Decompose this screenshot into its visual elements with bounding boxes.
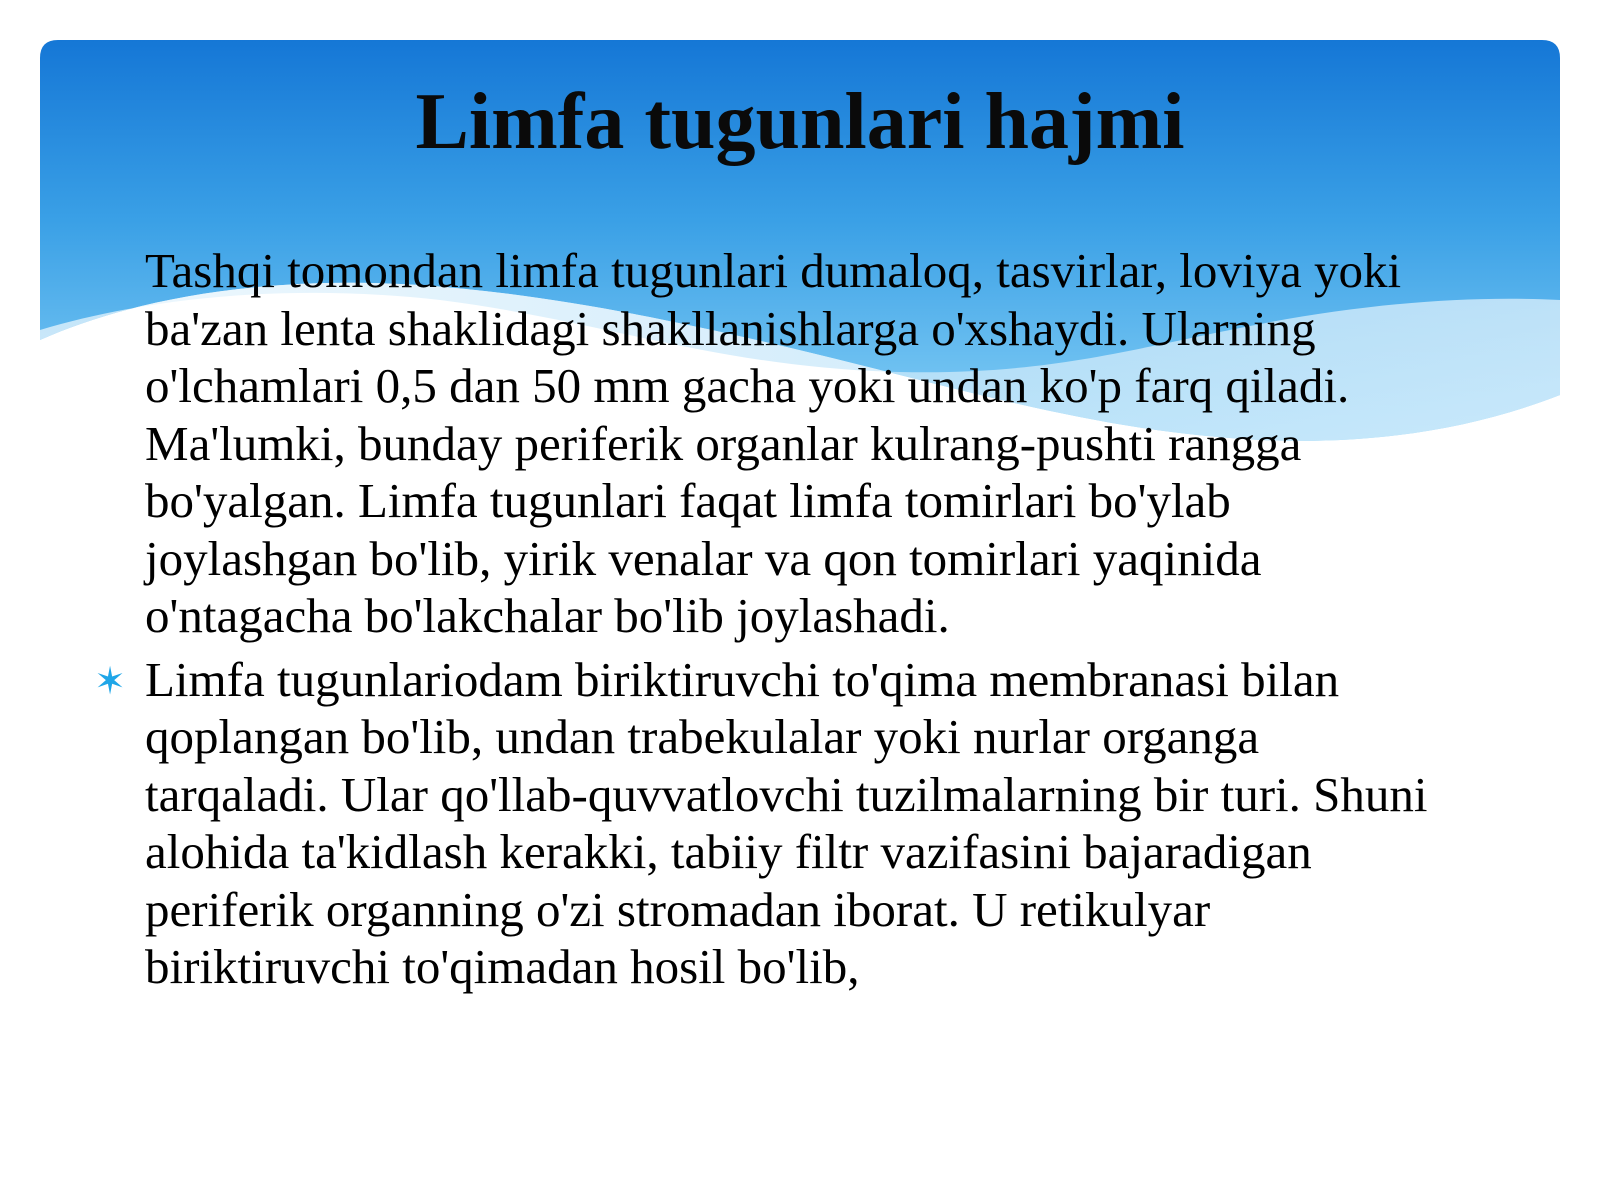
bullet-item bbox=[90, 651, 1430, 996]
bullet-item bbox=[90, 242, 1430, 645]
slide-title: Limfa tugunlari hajmi bbox=[415, 78, 1185, 166]
bullet-list bbox=[90, 242, 1430, 1002]
bullet-text: Tashqi tomondan limfa tugunlari dumaloq, tasvirlar, loviya yoki ba'zan lenta shaklidagi shakllanishlarga o'xshaydi. Ularning o'lchamlari 0,5 dan 50 mm gacha yoki undan ko'p farq qiladi. Ma'lumki, bunday periferik organlar kulrang-pushti rangga bo'yalgan. Limfa tugunlari faqat limfa tomirlari bo'ylab joylashgan bo'lib, yirik venalar va qon tomirlari yaqinida o'ntagacha bo'lakchalar bo'lib joylashadi. bbox=[145, 243, 1402, 643]
bullet-text: Limfa tugunlariodam biriktiruvchi to'qima membranasi bilan qoplangan bo'lib, undan trabekulalar yoki nurlar organga tarqaladi. Ular qo'llab-quvvatlovchi tuzilmalarning bir turi. Shuni alohida ta'kidlash kerakki, tabiiy filtr vazifasini bajaradigan periferik organning o'zi stromadan iborat. U retikulyar biriktiruvchi to'qimadan hosil bo'lib, bbox=[145, 651, 1428, 994]
asterisk-icon: ✶ bbox=[94, 658, 126, 703]
